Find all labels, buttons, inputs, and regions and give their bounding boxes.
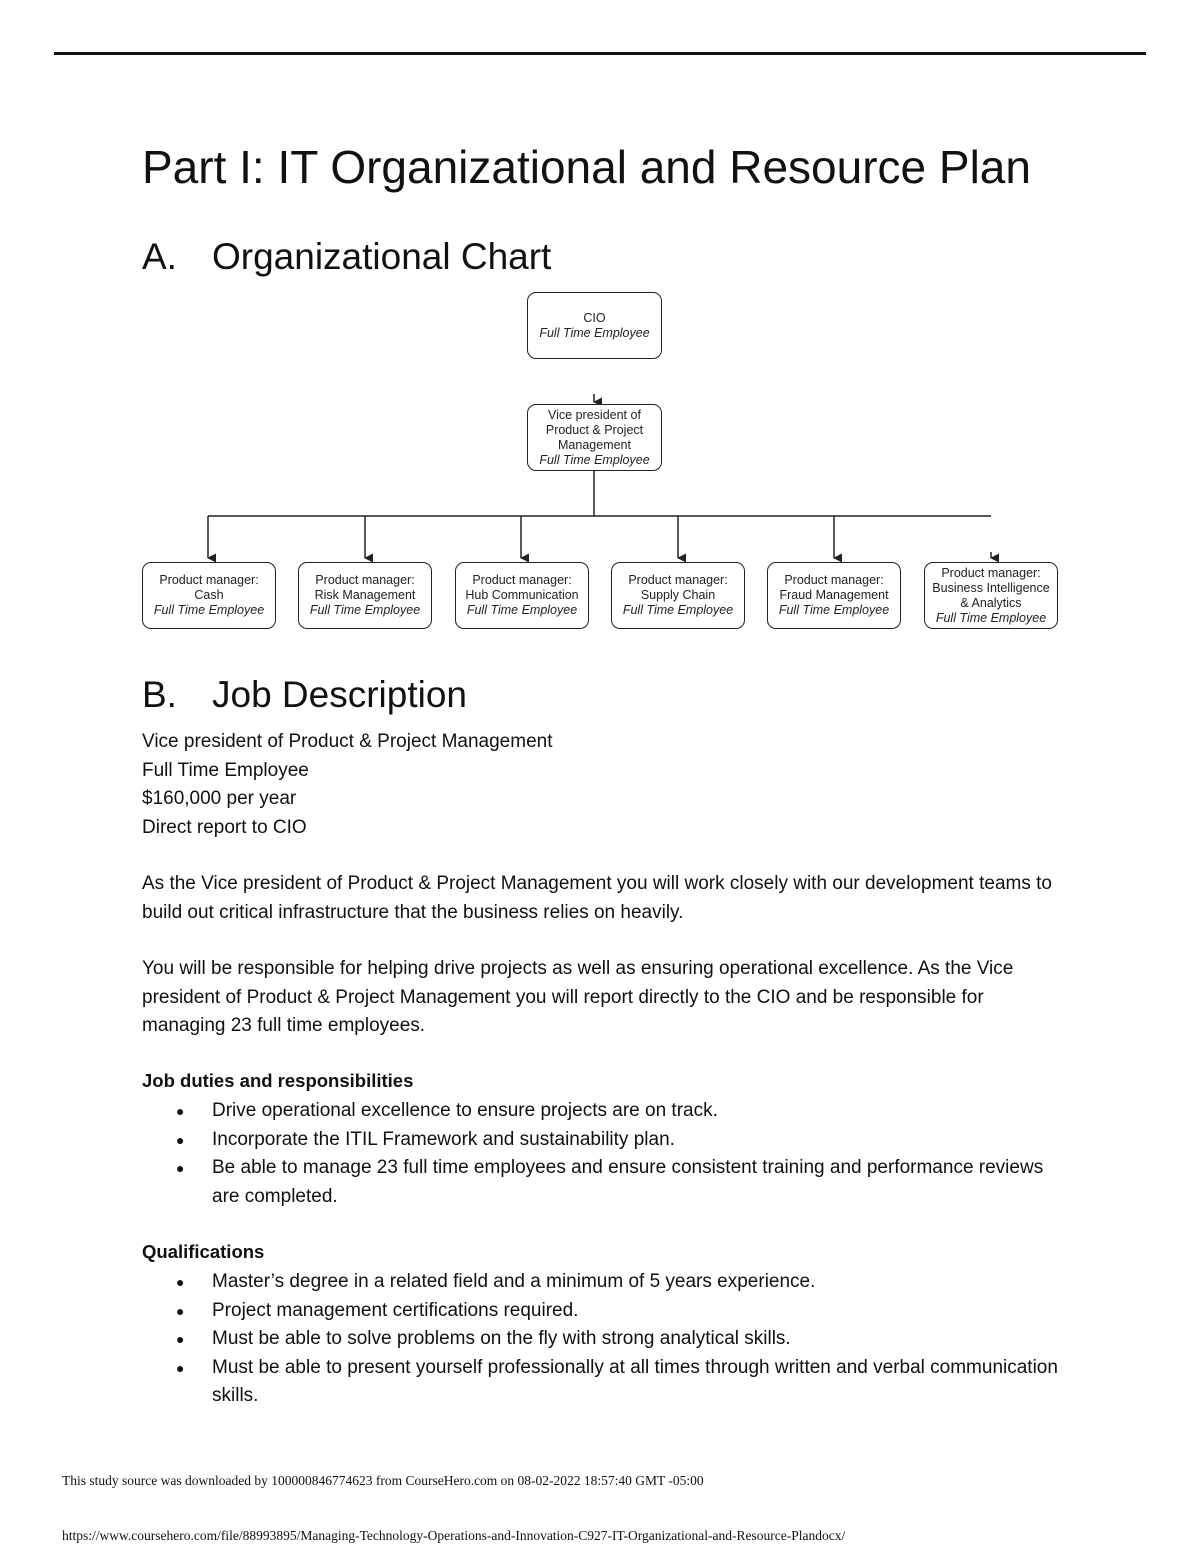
qualification-item: ● Master’s degree in a related field and a minimum of 5 years experience. (142, 1268, 1062, 1297)
job-paragraph-1: As the Vice president of Product & Project Management you will work closely with our development teams to build out critical infrastructure that the business relies on heavily. (142, 873, 1052, 923)
duties-heading: Job duties and responsibilities (142, 1070, 414, 1091)
duty-item: ● Incorporate the ITIL Framework and sustainability plan. (142, 1126, 1062, 1155)
manager-employment: Full Time Employee (622, 603, 734, 617)
document-title: Part I: IT Organizational and Resource Plan (142, 141, 1031, 193)
org-node-manager-fraud (767, 562, 901, 629)
manager-role-line: Risk Management (314, 588, 416, 602)
download-source-note: This study source was downloaded by 100000846774623 from CourseHero.com on 08-02-2022 18:57:40 GMT -05:00 (62, 1473, 704, 1488)
section-b-label: Job Description (212, 674, 468, 715)
duty-item: ● Be able to manage 23 full time employees and ensure consistent training and performance reviews are completed. (142, 1154, 1062, 1211)
vp-role-line: Management (558, 437, 631, 452)
org-node-manager-cash (142, 562, 276, 629)
source-url[interactable]: https://www.coursehero.com/file/88993895/Managing-Technology-Operations-and-Innovation-C927-IT-Organizational-and-Resource-Plandocx/ (62, 1528, 846, 1543)
section-b-number: B. (142, 674, 177, 715)
qualifications-list (142, 1268, 1062, 1411)
job-salary-line: $160,000 per year (142, 788, 297, 810)
org-node-manager-supply (611, 562, 745, 629)
org-node-manager-bi (924, 562, 1058, 629)
job-report-line: Direct report to CIO (142, 816, 307, 838)
duties-list (142, 1097, 1062, 1211)
manager-employment: Full Time Employee (935, 610, 1047, 625)
cio-role: CIO (583, 310, 606, 325)
org-node-manager-hub (455, 562, 589, 629)
vp-role-line: Vice president of (548, 407, 641, 422)
qualification-item: ● Must be able to solve problems on the fly with strong analytical skills. (142, 1325, 1062, 1354)
org-node-manager-risk (298, 562, 432, 629)
duty-item: ● Drive operational excellence to ensure projects are on track. (142, 1097, 1062, 1126)
manager-role-line: Product manager: (472, 573, 572, 587)
cio-employment: Full Time Employee (539, 325, 650, 340)
qualifications-heading: Qualifications (142, 1241, 265, 1262)
manager-role-line: Cash (194, 588, 224, 602)
manager-role-line: Fraud Management (779, 588, 889, 602)
org-node-vp (527, 404, 662, 471)
manager-role-line: Supply Chain (640, 588, 716, 602)
manager-employment: Full Time Employee (309, 603, 421, 617)
manager-employment: Full Time Employee (778, 603, 890, 617)
manager-role-line: Product manager: (628, 573, 728, 587)
manager-role-line: Product manager: (159, 573, 259, 587)
qualification-item: ● Must be able to present yourself professionally at all times through written and verbal communication skills. (142, 1354, 1062, 1411)
qualification-item: ● Project management certifications required. (142, 1297, 1062, 1326)
org-node-cio (527, 292, 662, 359)
manager-employment: Full Time Employee (466, 603, 578, 617)
manager-role-line: Product manager: (784, 573, 884, 587)
section-a-number: A. (142, 236, 177, 277)
manager-role-line: Product manager: (941, 565, 1041, 580)
manager-role-line: Hub Communication (465, 588, 579, 602)
manager-employment: Full Time Employee (153, 603, 265, 617)
job-info-block (142, 728, 1062, 842)
job-paragraph-2: You will be responsible for helping drive projects as well as ensuring operational excellence. As the Vice president of Product & Project Management you will report directly to the CIO and be responsible for managing 23 full time employees. (142, 958, 1014, 1037)
vp-role-line: Product & Project (545, 422, 644, 437)
section-a-label: Organizational Chart (212, 236, 552, 277)
section-b-heading (142, 674, 467, 716)
manager-role-line: & Analytics (960, 595, 1022, 610)
manager-role-line: Product manager: (315, 573, 415, 587)
job-title-line: Vice president of Product & Project Management (142, 731, 553, 752)
job-employment-line: Full Time Employee (142, 759, 309, 781)
vp-employment: Full Time Employee (539, 452, 650, 467)
manager-role-line: Business Intelligence (932, 580, 1050, 595)
org-chart (0, 0, 1200, 660)
